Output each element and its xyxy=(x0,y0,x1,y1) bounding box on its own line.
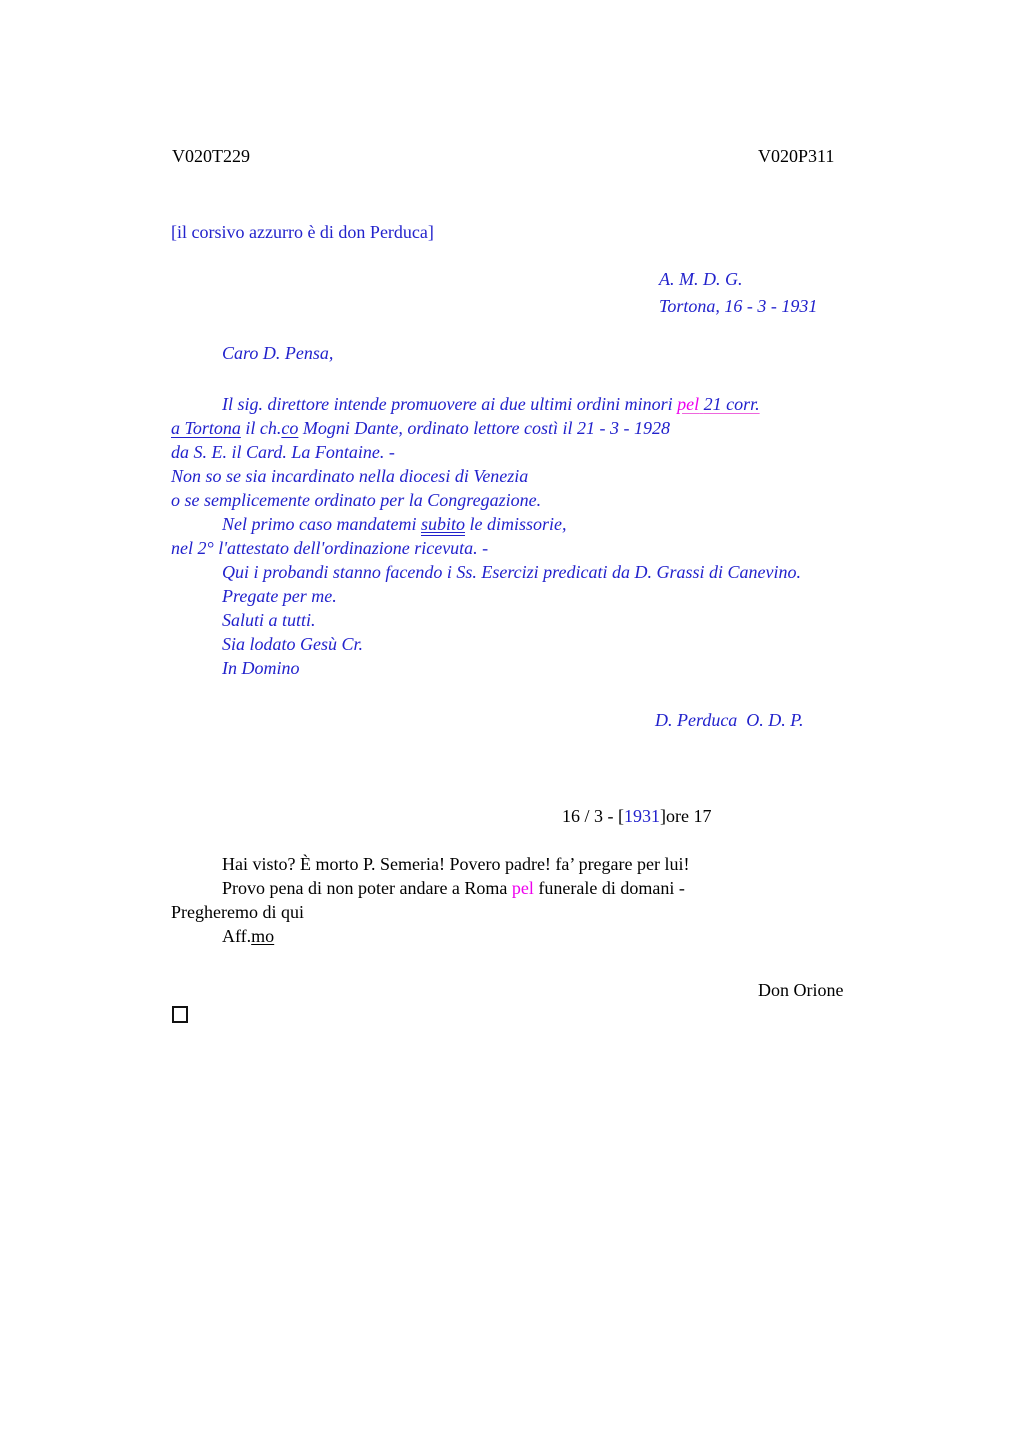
ps-l2-pel-magenta: pel xyxy=(511,878,534,898)
postscript-line-4 xyxy=(222,926,274,948)
ps-date-rest: ]ore 17 xyxy=(660,806,712,826)
body-l6-pre: Nel primo caso mandatemi xyxy=(222,514,421,534)
letter-body-line-1 xyxy=(222,394,760,416)
body-l1-pel-magenta: pel xyxy=(677,394,700,414)
letter-body-line-4: Non so se sia incardinato nella diocesi di Venezia xyxy=(171,466,529,486)
ps-l4-mo-underlined: mo xyxy=(251,926,275,946)
body-l1-corr: 21 corr. xyxy=(703,394,760,414)
letter-body-line-12: In Domino xyxy=(222,658,300,678)
letter-dateline: Tortona, 16 - 3 - 1931 xyxy=(659,296,818,316)
ps-date-year-blue: 1931 xyxy=(624,806,660,826)
header-code-right: V020P311 xyxy=(758,146,835,166)
ps-date-pre: 16 / 3 - [ xyxy=(562,806,624,826)
body-l1-pre: Il sig. direttore intende promuovere ai due ultimi ordini minori xyxy=(222,394,678,414)
letter-body-line-11: Sia lodato Gesù Cr. xyxy=(222,634,364,654)
letter-body-line-9: Pregate per me. xyxy=(222,586,337,606)
body-l1-underlined-group xyxy=(677,394,760,414)
letter-body-line-5: o se semplicemente ordinato per la Congregazione. xyxy=(171,490,542,510)
postscript-line-1: Hai visto? È morto P. Semeria! Povero padre! fa’ pregare per lui! xyxy=(222,854,690,874)
letter-body-line-2 xyxy=(171,418,670,440)
letter-motto: A. M. D. G. xyxy=(659,269,743,289)
postscript-date xyxy=(562,806,711,828)
editorial-note: [il corsivo azzurro è di don Perduca] xyxy=(171,222,434,242)
letter-body-line-3: da S. E. il Card. La Fontaine. - xyxy=(171,442,395,462)
ps-l4-pre: Aff. xyxy=(222,926,252,946)
postscript-signature: Don Orione xyxy=(758,980,844,1000)
ps-l2-pre: Provo pena di non poter andare a Roma xyxy=(222,878,512,898)
ps-l2-rest: funerale di domani - xyxy=(533,878,685,898)
ballot-box-square-icon xyxy=(172,1006,188,1023)
letter-body-line-7: nel 2° l'attestato dell'ordinazione ricevuta. - xyxy=(171,538,489,558)
body-l2-co-underlined: co xyxy=(281,418,299,438)
postscript-line-2 xyxy=(222,878,685,900)
letter-body-line-6 xyxy=(222,514,567,536)
body-l2-rest: Mogni Dante, ordinato lettore costì il 21 - 3 - 1928 xyxy=(298,418,671,438)
body-l2-tortona-underlined: a Tortona xyxy=(171,418,241,438)
header-code-left: V020T229 xyxy=(172,146,250,166)
letter-body-line-10: Saluti a tutti. xyxy=(222,610,316,630)
letter-body-line-8: Qui i probandi stanno facendo i Ss. Esercizi predicati da D. Grassi di Canevino. xyxy=(222,562,801,582)
body-l6-rest: le dimissorie, xyxy=(465,514,567,534)
postscript-line-3: Pregheremo di qui xyxy=(171,902,304,922)
letter-salutation: Caro D. Pensa, xyxy=(222,343,334,363)
body-l2-mid: il ch. xyxy=(240,418,282,438)
body-l6-subito-double-underlined: subito xyxy=(420,514,465,534)
letter-signature: D. Perduca O. D. P. xyxy=(655,710,804,730)
